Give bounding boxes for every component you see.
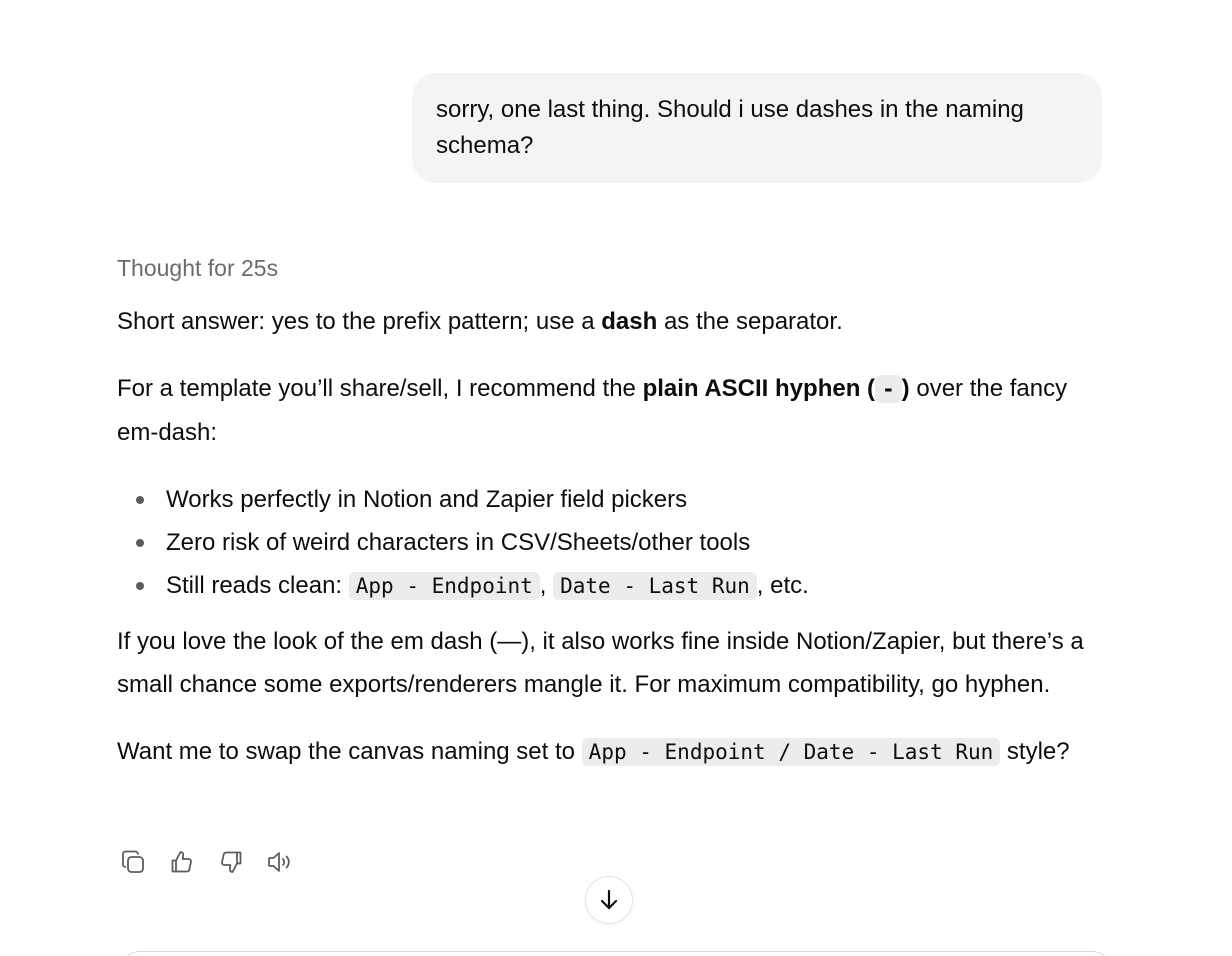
short-answer-paragraph: [117, 300, 1107, 343]
scroll-to-bottom-button[interactable]: [585, 876, 633, 924]
p2-text: For a template you’ll share/sell, I recommend the: [117, 375, 643, 402]
copy-icon: [119, 848, 147, 876]
message-composer[interactable]: [120, 951, 1112, 956]
list-item-separator: ,: [539, 572, 554, 599]
read-aloud-button[interactable]: [264, 846, 296, 878]
assistant-message: [117, 250, 1107, 774]
follow-up-question: [117, 730, 1107, 774]
thumbs-down-button[interactable]: [215, 846, 247, 878]
p4-text: Want me to swap the canvas naming set to: [117, 738, 582, 765]
user-message-text: sorry, one last thing. Should i use dashes in the naming schema?: [436, 96, 1024, 159]
p2-bold-text: plain ASCII hyphen (: [642, 375, 876, 402]
p4-text-end: style?: [1000, 738, 1070, 765]
thought-duration-toggle[interactable]: Thought for 25s: [117, 255, 279, 281]
bullet-dot: [136, 496, 144, 504]
hyphen-code: -: [875, 375, 902, 403]
list-item: [117, 564, 1107, 608]
p1-text-end: as the separator.: [657, 308, 843, 335]
list-item-text-end: , etc.: [756, 572, 809, 599]
bullet-dot: [136, 539, 144, 547]
bullet-dot: [136, 582, 144, 590]
p2-text-end: over the fancy em-dash:: [117, 375, 1068, 446]
recommendation-paragraph: [117, 367, 1107, 454]
p1-text: Short answer: yes to the prefix pattern; use a: [117, 308, 602, 335]
naming-set-code: App - Endpoint / Date - Last Run: [582, 738, 1001, 766]
benefits-list: [117, 478, 1107, 608]
list-item: [117, 521, 1107, 564]
example-code: App - Endpoint: [349, 572, 540, 600]
list-item-text: Zero risk of weird characters in CSV/Sheets/other tools: [166, 529, 751, 556]
list-item: [117, 478, 1107, 521]
list-item-text: Works perfectly in Notion and Zapier field pickers: [166, 486, 688, 513]
list-item-text: Still reads clean:: [166, 572, 349, 599]
user-message-bubble: [412, 73, 1102, 183]
arrow-down-icon: [596, 887, 622, 913]
p2-bold-close: ): [901, 375, 910, 402]
p1-bold: dash: [601, 308, 658, 335]
message-actions: [117, 846, 296, 876]
speaker-icon: [266, 848, 294, 876]
thumbs-up-icon: [168, 848, 196, 876]
thumbs-down-icon: [217, 848, 245, 876]
em-dash-paragraph: If you love the look of the em dash (—), it also works fine inside Notion/Zapier, but there’s a small chance some exports/renderers mangle it. For maximum compatibility, go hyphen.: [117, 628, 1084, 698]
thumbs-up-button[interactable]: [166, 846, 198, 878]
copy-button[interactable]: [117, 846, 149, 878]
example-code: Date - Last Run: [553, 572, 757, 600]
p2-bold: [643, 375, 910, 402]
